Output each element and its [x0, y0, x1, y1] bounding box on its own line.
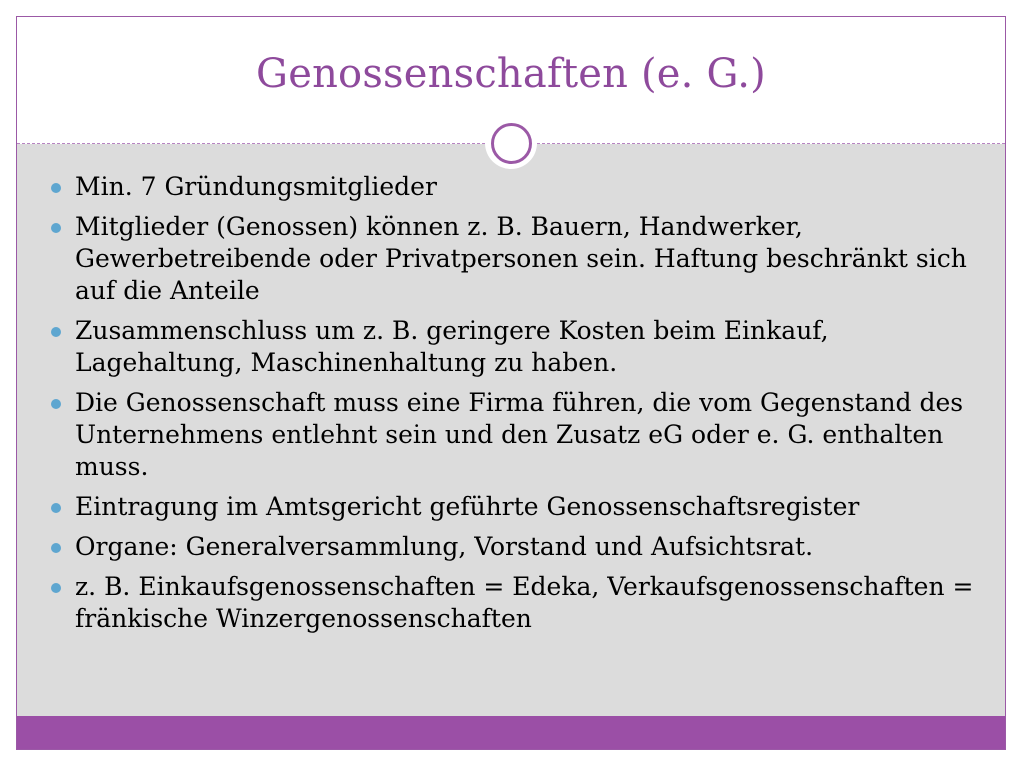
bullet-item — [49, 531, 979, 563]
bullet-text: Organe: Generalversammlung, Vorstand und Aufsichtsrat. — [75, 532, 814, 561]
bullet-text: z. B. Einkaufsgenossenschaften = Edeka, Verkaufsgenossenschaften = fränkische Winzergenossenschaften — [75, 572, 974, 633]
bullet-dot-icon — [51, 223, 61, 233]
bullet-item — [49, 315, 979, 379]
bullet-dot-icon — [51, 327, 61, 337]
bullet-dot-icon — [51, 543, 61, 553]
footer-bar — [17, 716, 1005, 749]
slide-title: Genossenschaften (e. G.) — [256, 51, 766, 97]
bullet-text: Min. 7 Gründungsmitglieder — [75, 172, 437, 201]
bullet-dot-icon — [51, 503, 61, 513]
slide — [16, 16, 1006, 750]
bullet-list — [49, 171, 979, 643]
bullet-text: Die Genossenschaft muss eine Firma führen, die vom Gegenstand des Unternehmens entlehnt sein und den Zusatz eG oder e. G. enthalten muss. — [75, 388, 964, 481]
bullet-dot-icon — [51, 183, 61, 193]
bullet-item — [49, 171, 979, 203]
bullet-text: Zusammenschluss um z. B. geringere Kosten beim Einkauf, Lagehaltung, Maschinenhaltung zu haben. — [75, 316, 829, 377]
bullet-item — [49, 491, 979, 523]
ring-icon — [491, 123, 532, 164]
bullet-dot-icon — [51, 583, 61, 593]
bullet-text: Mitglieder (Genossen) können z. B. Bauern, Handwerker, Gewerbetreibende oder Privatpersonen sein. Haftung beschränkt sich auf die Anteile — [75, 212, 967, 305]
bullet-dot-icon — [51, 399, 61, 409]
circle-ornament-icon — [485, 117, 537, 169]
bullet-item — [49, 211, 979, 307]
bullet-item — [49, 571, 979, 635]
bullet-item — [49, 387, 979, 483]
bullet-text: Eintragung im Amtsgericht geführte Genossenschaftsregister — [75, 492, 860, 521]
